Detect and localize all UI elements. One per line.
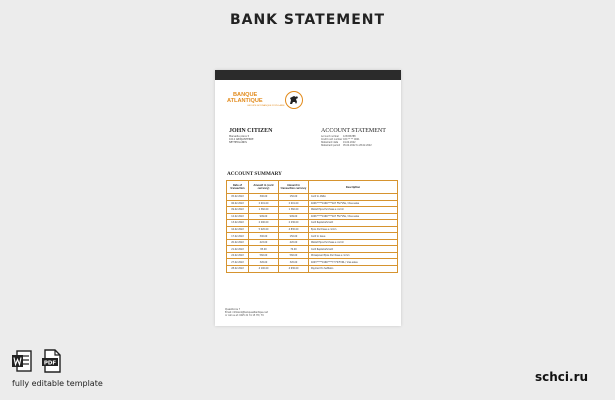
address-line: Marseille place 5 (229, 135, 250, 138)
template-caption: fully editable template (12, 379, 103, 388)
page-title: BANK STATEMENT (229, 12, 386, 28)
table-cell: 300.00 (249, 194, 279, 201)
column-header: Description (309, 181, 398, 194)
table-cell: 300.00 (249, 233, 279, 240)
table-cell: 20.02.2022 (227, 239, 249, 246)
document-top-bar (215, 70, 401, 80)
table-cell: 320.00 (279, 259, 309, 266)
summary-heading: ACCOUNT SUMMARY (227, 171, 282, 177)
table-cell: 420.00 (279, 239, 309, 246)
table-cell: 4 830.00 (279, 226, 309, 233)
table-cell: 24.02.2022 (227, 252, 249, 259)
brand-watermark: schci.ru (535, 370, 589, 384)
table-cell: 21.02.2022 (227, 246, 249, 253)
footer-question: Questions ? (225, 308, 241, 311)
table-cell: 4006*****1966****407 FN FVNL / Visa sales (309, 213, 398, 220)
table-cell: 09.02.2022 (227, 207, 249, 214)
table-cell: 83.00 (249, 246, 279, 253)
table-cell: 70.00 (279, 246, 309, 253)
table-cell: 560.00 (249, 252, 279, 259)
pdf-icon (42, 349, 62, 373)
table-cell: 2 236.00 (279, 220, 309, 227)
meta-value: 123456788 (343, 135, 356, 138)
table-cell: Wallet Epos Purchase e comm (309, 207, 398, 214)
table-cell: Card Replenishment (309, 246, 398, 253)
table-cell: Card Replenishment (309, 220, 398, 227)
horse-icon (285, 91, 303, 109)
table-cell: 2 001.00 (279, 200, 309, 207)
table-header-row (227, 181, 398, 194)
table-cell: 17.02.2022 (227, 233, 249, 240)
table-cell: 12.02.2022 (227, 213, 249, 220)
column-header: Amount in transaction currency (279, 181, 309, 194)
table-cell: 28.02.2022 (227, 266, 249, 273)
table-cell: 422.00 (249, 239, 279, 246)
statement-meta (321, 135, 372, 147)
format-icons (12, 349, 72, 375)
meta-key: Credit card number (321, 138, 343, 142)
table-cell: Payment to Settlebo (309, 266, 398, 273)
meta-value: 05.02.2022 to 28.02.2022 (343, 144, 372, 148)
statement-document (215, 70, 401, 326)
holder-name: JOHN CITIZEN (229, 128, 273, 134)
address-line: 1012 ABIDJANTERRE (229, 138, 254, 142)
table-cell: 2 001.00 (249, 200, 279, 207)
meta-key: Account number (321, 135, 340, 138)
table-cell: 4006*****1966****407 FN FVNL / Visa sales (309, 200, 398, 207)
table-cell: 4 636.00 (279, 266, 309, 273)
bank-name-line3: GROUPE BCP/BANQUE POPULAIRE (247, 105, 285, 107)
statement-title: ACCOUNT STATEMENT (321, 128, 386, 134)
table-cell: 150.00 (279, 233, 309, 240)
footer-line: Email: infobank@banqueatlantique.net (225, 311, 268, 315)
table-cell: 326.00 (249, 259, 279, 266)
meta-value: 19.02.2022 (343, 141, 356, 145)
table-cell: 16.02.2022 (227, 226, 249, 233)
table-cell: Wallet Epos Purchase e comm (309, 239, 398, 246)
column-header: Date of transaction (227, 181, 249, 194)
address-line: NETHERLANDS (229, 141, 247, 145)
column-header: Amount in (card currency) (249, 181, 279, 194)
svg-text:PDF: PDF (43, 360, 57, 367)
meta-row (321, 144, 372, 147)
meta-key: Statement period (321, 144, 341, 148)
table-cell: 150.00 (279, 194, 309, 201)
table-row (227, 266, 398, 273)
table-cell: 560.00 (279, 252, 309, 259)
footer-line: or call us at: 0225 21 31 15 78 / 79 (225, 314, 264, 318)
table-cell: Epos Purchase e comm (309, 226, 398, 233)
table-cell: 2 290.00 (249, 220, 279, 227)
table-cell: 06.02.2022 (227, 200, 249, 207)
bank-name-line2: ATLANTIQUE (227, 98, 263, 104)
table-cell: 27.02.2022 (227, 259, 249, 266)
table-cell: 4 100.00 (249, 266, 279, 273)
word-icon (12, 349, 32, 373)
transactions-table (226, 180, 398, 273)
table-cell: 4003*****1966****77 FN FVNL / Visa sales (309, 259, 398, 266)
table-cell: 999.00 (279, 213, 309, 220)
meta-value: XXX ** ** 0021 (343, 138, 360, 142)
table-cell: 999.00 (249, 213, 279, 220)
meta-key: Statement date (321, 141, 339, 145)
table-cell: 1 360.00 (249, 207, 279, 214)
footer-contact (225, 308, 268, 317)
table-cell: Card to Issue (309, 233, 398, 240)
table-cell: 05.02.2022 (227, 194, 249, 201)
table-cell: 5 020.00 (249, 226, 279, 233)
table-cell: 1 360.00 (279, 207, 309, 214)
holder-address (229, 135, 254, 145)
table-cell: Wirespread Epos Purchase e comm (309, 252, 398, 259)
bank-name-line1: BANQUE (233, 92, 258, 98)
table-cell: 13.02.2022 (227, 220, 249, 227)
table-cell: Card to ANSA (309, 194, 398, 201)
